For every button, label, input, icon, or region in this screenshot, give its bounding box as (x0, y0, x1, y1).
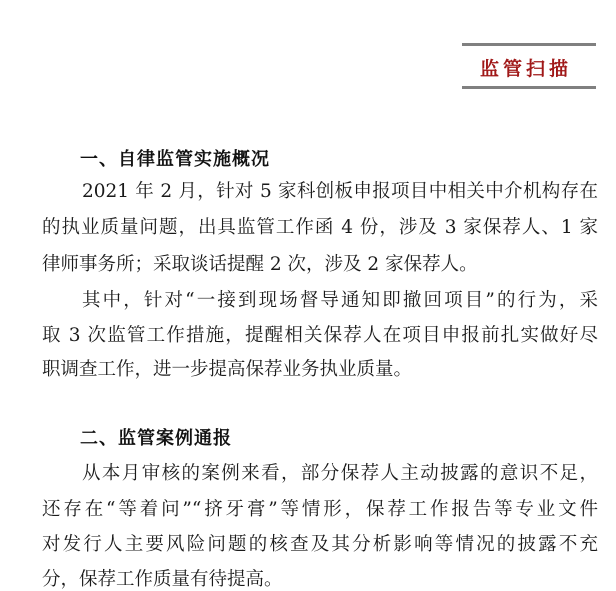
paragraph-line: 还存在“等着问”“挤牙膏”等情形，保荐工作报告等专业文件 (42, 499, 598, 520)
paragraph-line: 职调查工作，进一步提高保荐业务执业质量。 (42, 359, 413, 380)
header-bottom-rule (462, 86, 596, 89)
paragraph-line: 从本月审核的案例来看，部分保荐人主动披露的意识不足， (82, 463, 598, 484)
paragraph-line: 其中，针对“一接到现场督导通知即撤回项目”的行为，采 (82, 290, 598, 311)
column-title: 监管扫描 (480, 58, 573, 80)
section-heading-2: 二、监管案例通报 (80, 428, 232, 449)
paragraph-line: 2021 年 2 月，针对 5 家科创板申报项目中相关中介机构存在 (82, 181, 598, 202)
paragraph-line: 律师事务所；采取谈话提醒 2 次，涉及 2 家保荐人。 (42, 254, 478, 275)
column-header (462, 43, 596, 89)
paragraph-line: 分，保荐工作质量有待提高。 (42, 569, 283, 590)
section-heading-1: 一、自律监管实施概况 (80, 149, 270, 170)
paragraph-line: 对发行人主要风险问题的核查及其分析影响等情况的披露不充 (42, 534, 598, 555)
header-top-rule (462, 43, 596, 46)
paragraph-line: 的执业质量问题，出具监管工作函 4 份，涉及 3 家保荐人、1 家 (42, 217, 598, 238)
paragraph-line: 取 3 次监管工作措施，提醒相关保荐人在项目申报前扎实做好尽 (42, 325, 598, 346)
